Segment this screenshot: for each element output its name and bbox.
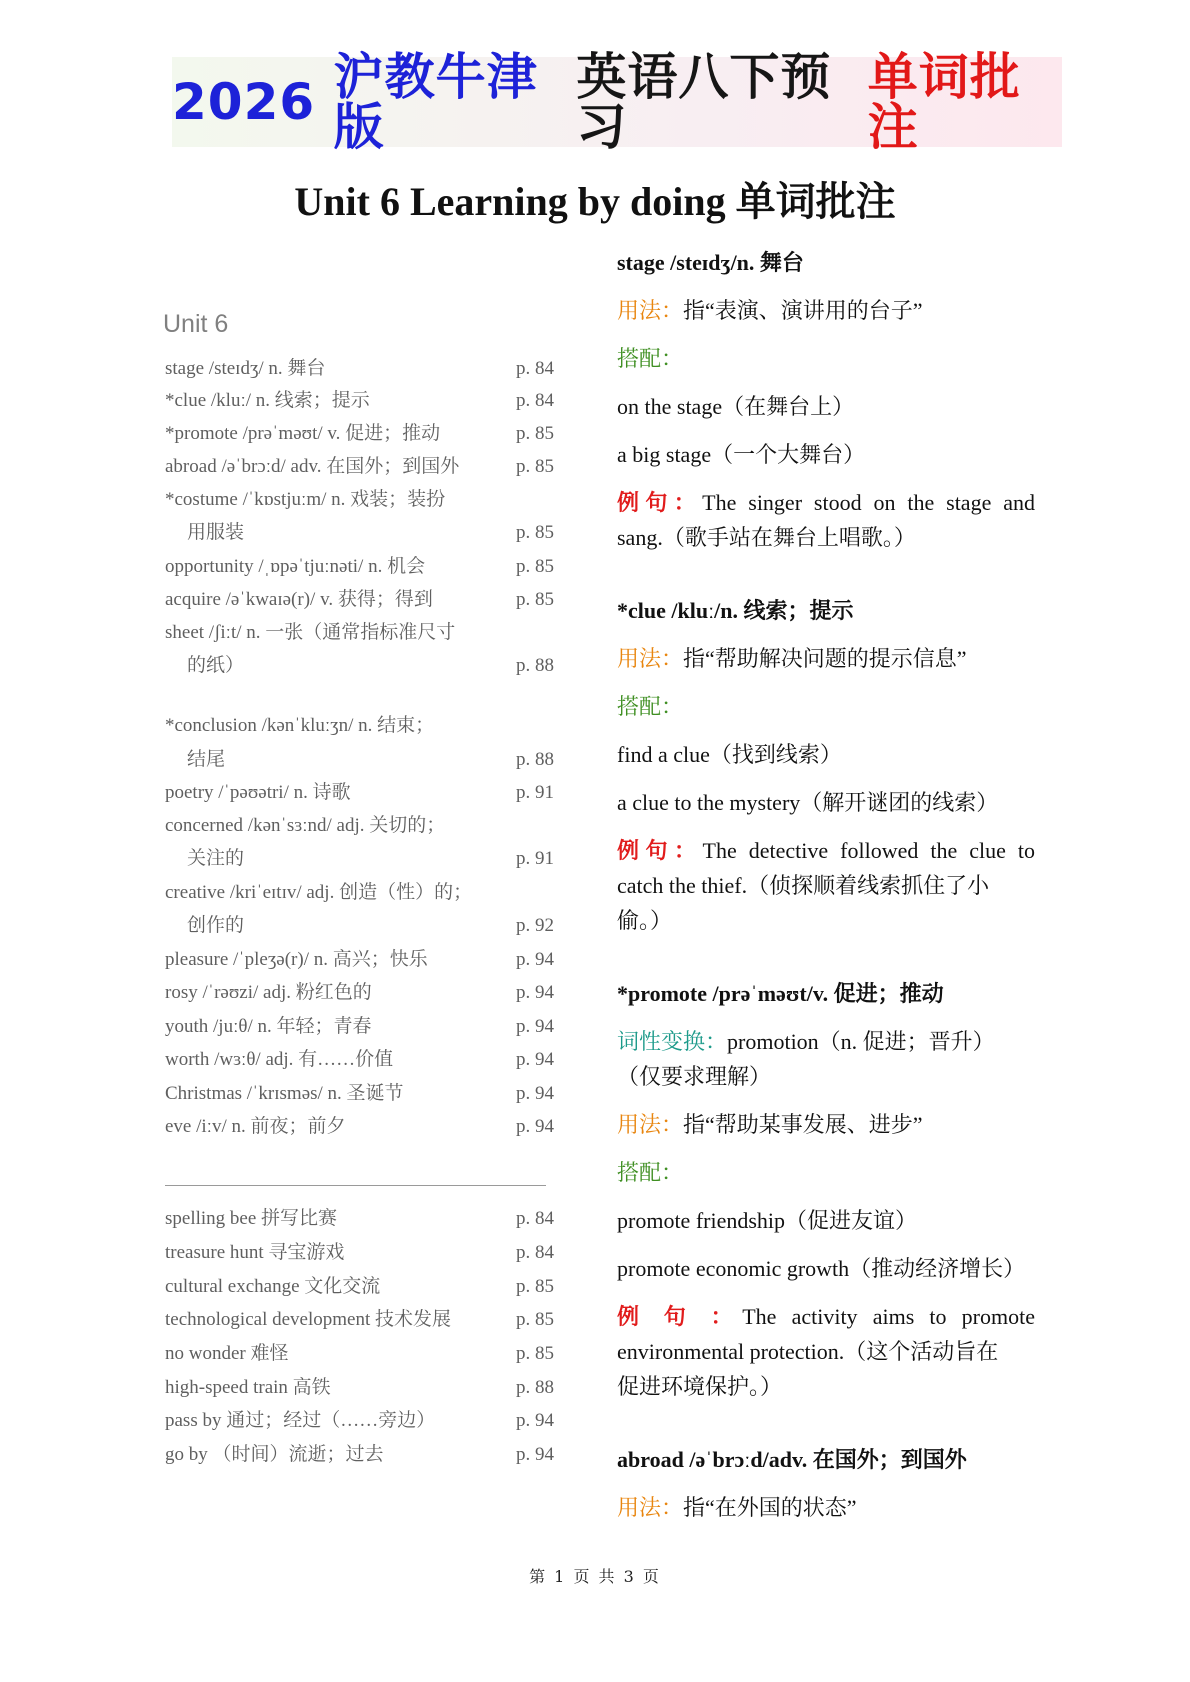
banner-subject: 英语八下预习 (576, 48, 832, 156)
example-line: 促进环境保护。） (617, 1374, 783, 1399)
list-item: go by （时间）流逝；过去 p. 94 (165, 1444, 554, 1465)
list-item: technological development 技术发展 p. 85 (165, 1309, 554, 1330)
example-label: 例句： (617, 838, 703, 863)
example-line: 例 句 ：The activity aims to promote (617, 1304, 1035, 1329)
section-divider (165, 1185, 546, 1186)
collocation-label: 搭配： (617, 1160, 684, 1185)
unit-label: Unit 6 (163, 310, 229, 338)
conversion-line: 词性变换：promotion（n. 促进；晋升） (617, 1029, 995, 1054)
collocation-label: 搭配： (617, 694, 684, 719)
usage-label: 用法： (617, 646, 684, 671)
banner-topic: 单词批注 (867, 48, 1021, 156)
list-item: rosy /ˈrəʊzi/ adj. 粉红色的 p. 94 (165, 982, 554, 1003)
example-line: sang.（歌手站在舞台上唱歌。） (617, 525, 916, 550)
list-item: youth /juːθ/ n. 年轻；青春 p. 94 (165, 1016, 554, 1037)
headword-stage: stage /steɪdʒ/n. 舞台 (617, 250, 804, 275)
example-line: catch the thief.（侦探顺着线索抓住了小 (617, 873, 990, 898)
list-item: *conclusion /kənˈkluːʒn/ n. 结束； (165, 715, 435, 736)
title-banner (172, 48, 1062, 156)
list-item: creative /kriˈeɪtɪv/ adj. 创造（性）的； (165, 882, 473, 903)
list-item: cultural exchange 文化交流 p. 85 (165, 1276, 554, 1297)
list-item: 关注的 p. 91 (187, 848, 554, 869)
list-item: 创作的 p. 92 (187, 915, 554, 936)
list-item: abroad /əˈbrɔːd/ adv. 在国外；到国外 p. 85 (165, 456, 554, 477)
list-item: opportunity /ˌɒpəˈtjuːnəti/ n. 机会 p. 85 (165, 556, 554, 577)
example-line: 偷。） (617, 908, 673, 933)
headword-clue: *clue /kluː/n. 线索；提示 (617, 598, 854, 623)
list-item: poetry /ˈpəʊətri/ n. 诗歌 p. 91 (165, 782, 554, 803)
page-footer: 第 1 页 共 3 页 (529, 1567, 661, 1586)
usage-label: 用法： (617, 1495, 684, 1520)
list-item: sheet /ʃiːt/ n. 一张（通常指标准尺寸 (165, 622, 456, 643)
collocation-item: a big stage（一个大舞台） (617, 442, 866, 467)
list-item: *costume /ˈkɒstjuːm/ n. 戏装；装扮 (165, 489, 446, 510)
list-item: no wonder 难怪 p. 85 (165, 1343, 554, 1364)
list-item: 的纸） p. 88 (187, 655, 554, 676)
collocation-item: promote economic growth（推动经济增长） (617, 1256, 1026, 1281)
usage-line: 用法：指“帮助解决问题的提示信息” (617, 646, 967, 671)
list-item: *clue /kluː/ n. 线索；提示 p. 84 (165, 390, 554, 411)
list-item: Christmas /ˈkrɪsməs/ n. 圣诞节 p. 94 (165, 1083, 554, 1104)
list-item: concerned /kənˈsɜːnd/ adj. 关切的； (165, 815, 446, 836)
example-label: 例 句 ： (617, 1304, 743, 1329)
collocation-label: 搭配： (617, 346, 684, 371)
list-item: spelling bee 拼写比赛 p. 84 (165, 1208, 554, 1229)
page-title: Unit 6 Learning by doing 单词批注 (294, 179, 896, 224)
usage-label: 用法： (617, 1112, 684, 1137)
collocation-item: promote friendship（促进友谊） (617, 1208, 918, 1233)
collocation-item: a clue to the mystery（解开谜团的线索） (617, 790, 999, 815)
conversion-note: （仅要求理解） (617, 1064, 772, 1089)
example-line: 例句：The singer stood on the stage and (617, 490, 1035, 515)
usage-label: 用法： (617, 298, 684, 323)
list-item: high-speed train 高铁 p. 88 (165, 1377, 554, 1398)
headword-abroad: abroad /əˈbrɔːd/adv. 在国外；到国外 (617, 1447, 967, 1472)
list-item: acquire /əˈkwaɪə(r)/ v. 获得；得到 p. 85 (165, 589, 554, 610)
list-item: *promote /prəˈməʊt/ v. 促进；推动 p. 85 (165, 423, 554, 444)
headword-promote: *promote /prəˈməʊt/v. 促进；推动 (617, 981, 944, 1006)
usage-line: 用法：指“在外国的状态” (617, 1495, 857, 1520)
usage-line: 用法：指“帮助某事发展、进步” (617, 1112, 923, 1137)
list-item: worth /wɜːθ/ adj. 有……价值 p. 94 (165, 1049, 554, 1070)
example-label: 例句： (617, 490, 703, 515)
list-item: pleasure /ˈpleʒə(r)/ n. 高兴；快乐 p. 94 (165, 949, 554, 970)
example-line: 例句：The detective followed the clue to (617, 838, 1035, 863)
list-item: treasure hunt 寻宝游戏 p. 84 (165, 1242, 554, 1263)
example-line: environmental protection.（这个活动旨在 (617, 1339, 999, 1364)
list-item: stage /steɪdʒ/ n. 舞台 p. 84 (165, 358, 554, 379)
list-item: 结尾 p. 88 (187, 749, 554, 770)
banner-edition: 沪教牛津版 (333, 48, 538, 156)
conversion-label: 词性变换： (617, 1029, 728, 1054)
list-item: pass by 通过；经过（……旁边） p. 94 (165, 1410, 554, 1431)
list-item: eve /iːv/ n. 前夜；前夕 p. 94 (165, 1116, 554, 1137)
banner-year: 2026 (172, 73, 316, 131)
usage-line: 用法：指“表演、演讲用的台子” (617, 298, 923, 323)
collocation-item: on the stage（在舞台上） (617, 394, 855, 419)
collocation-item: find a clue（找到线索） (617, 742, 842, 767)
list-item: 用服装 p. 85 (187, 522, 554, 543)
